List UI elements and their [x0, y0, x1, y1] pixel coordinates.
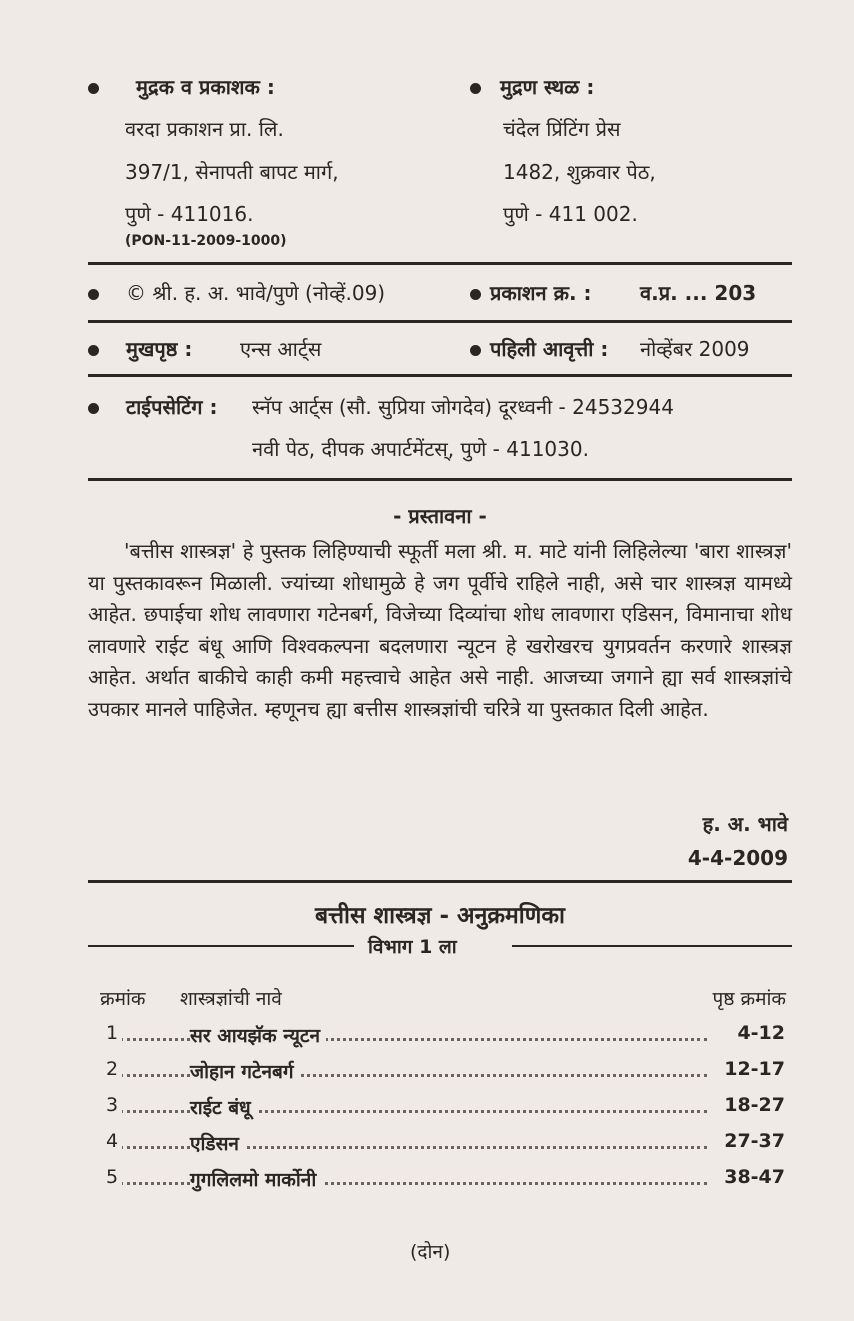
toc-row-number: 1 — [106, 1022, 122, 1044]
toc-row — [100, 1130, 785, 1160]
toc-row — [100, 1058, 785, 1088]
bullet-icon — [470, 83, 481, 94]
divider — [88, 880, 792, 883]
bullet-icon — [88, 83, 99, 94]
bullet-icon — [88, 345, 99, 356]
toc-row-name: जोहान गटेनबर्ग — [190, 1058, 300, 1084]
print-location-heading: मुद्रण स्थळ : — [500, 75, 595, 99]
copyright-text: © श्री. ह. अ. भावे/पुणे (नोव्हें.09) — [126, 281, 386, 305]
col-page-header: पृष्ठ क्रमांक — [712, 988, 786, 1010]
preface-author: ह. अ. भावे — [702, 812, 788, 836]
toc-row-pages: 12-17 — [718, 1058, 785, 1080]
preface-date: 4-4-2009 — [687, 846, 788, 870]
section-rule-left — [88, 945, 354, 947]
cover-label: मुखपृष्ठ : — [126, 337, 193, 361]
divider — [88, 374, 792, 377]
toc-row-pages: 27-37 — [718, 1130, 785, 1152]
printer-publisher-heading: मुद्रक व प्रकाशक : — [136, 75, 275, 99]
toc-section-label: विभाग 1 ला — [368, 936, 457, 958]
col-number-header: क्रमांक — [100, 988, 146, 1010]
toc-row-name: सर आयझॅक न्यूटन — [190, 1022, 326, 1048]
publisher-line-2: 397/1, सेनापती बापट मार्ग, — [125, 160, 339, 184]
section-rule-right — [512, 945, 792, 947]
print-location-line-2: 1482, शुक्रवार पेठ, — [503, 160, 656, 184]
toc-row — [100, 1094, 785, 1124]
bullet-icon — [470, 345, 481, 356]
toc-row-number: 5 — [106, 1166, 122, 1188]
typesetting-line-1: स्नॅप आर्ट्स (सौ. सुप्रिया जोगदेव) दूरध्वनी - 24532944 — [252, 395, 674, 419]
toc-row-name: एडिसन — [190, 1130, 245, 1156]
toc-row-name: गुगलिलमो मार्कोनी — [190, 1166, 322, 1192]
toc-row-pages: 18-27 — [718, 1094, 785, 1116]
publication-number-label: प्रकाशन क्र. : — [490, 281, 592, 305]
toc-row-number: 4 — [106, 1130, 122, 1152]
bullet-icon — [88, 403, 99, 414]
preface-title: - प्रस्तावना - — [393, 504, 487, 528]
toc-row-pages: 38-47 — [718, 1166, 785, 1188]
publisher-code: (PON-11-2009-1000) — [125, 233, 287, 249]
typesetting-line-2: नवी पेठ, दीपक अपार्टमेंटस्, पुणे - 411030. — [252, 437, 589, 461]
divider — [88, 262, 792, 265]
print-location-line-1: चंदेल प्रिंटिंग प्रेस — [503, 117, 621, 141]
print-location-line-3: पुणे - 411 002. — [503, 202, 638, 226]
col-name-header: शास्त्रज्ञांची नावे — [180, 988, 282, 1010]
preface-body: 'बत्तीस शास्त्रज्ञ' हे पुस्तक लिहिण्याची स्फूर्ती मला श्री. म. माटे यांनी लिहिलेल्या 'बारा शास्त्रज्ञ' या पुस्तकावरून मिळाली. ज्यांच्या शोधामुळे हे जग पूर्वीचे राहिले नाही, असे चार शास्त्रज्ञ यामध्ये आहेत. छपाईचा शोध लावणारा गटेनबर्ग, विजेच्या दिव्यांचा शोध लावणारा एडिसन, विमानाचा शोध लावणारे राईट बंधू आणि विश्वकल्पना बदलणारा न्यूटन हे खरोखरच युगप्रवर्तन करणारे शास्त्रज्ञ आहेत. अर्थात बाकीचे काही कमी महत्त्वाचे आहेत असे नाही. आजच्या जगाने ह्या सर्व शास्त्रज्ञांचे उपकार मानले पाहिजेत. म्हणूनच ह्या बत्तीस शास्त्रज्ञांची चरित्रे या पुस्तकात दिली आहेत. — [88, 539, 792, 721]
bullet-icon — [88, 289, 99, 300]
publisher-line-1: वरदा प्रकाशन प्रा. लि. — [125, 117, 284, 141]
toc-row-number: 2 — [106, 1058, 122, 1080]
cover-value: एन्स आर्ट्स — [240, 337, 322, 361]
toc-row-pages: 4-12 — [731, 1022, 785, 1044]
publisher-line-3: पुणे - 411016. — [125, 202, 254, 226]
toc-row-name: राईट बंधू — [190, 1094, 257, 1120]
page-number-label: (दोन) — [410, 1241, 451, 1263]
divider — [88, 320, 792, 323]
toc-row-number: 3 — [106, 1094, 122, 1116]
first-edition-value: नोव्हेंबर 2009 — [640, 337, 750, 361]
typesetting-label: टाईपसेटिंग : — [126, 395, 218, 419]
first-edition-label: पहिली आवृत्ती : — [490, 337, 609, 361]
toc-row — [100, 1166, 785, 1196]
toc-row — [100, 1022, 785, 1052]
bullet-icon — [470, 289, 481, 300]
toc-title: बत्तीस शास्त्रज्ञ - अनुक्रमणिका — [314, 903, 566, 929]
divider — [88, 478, 792, 481]
publication-number-value: व.प्र. ... 203 — [640, 281, 757, 305]
